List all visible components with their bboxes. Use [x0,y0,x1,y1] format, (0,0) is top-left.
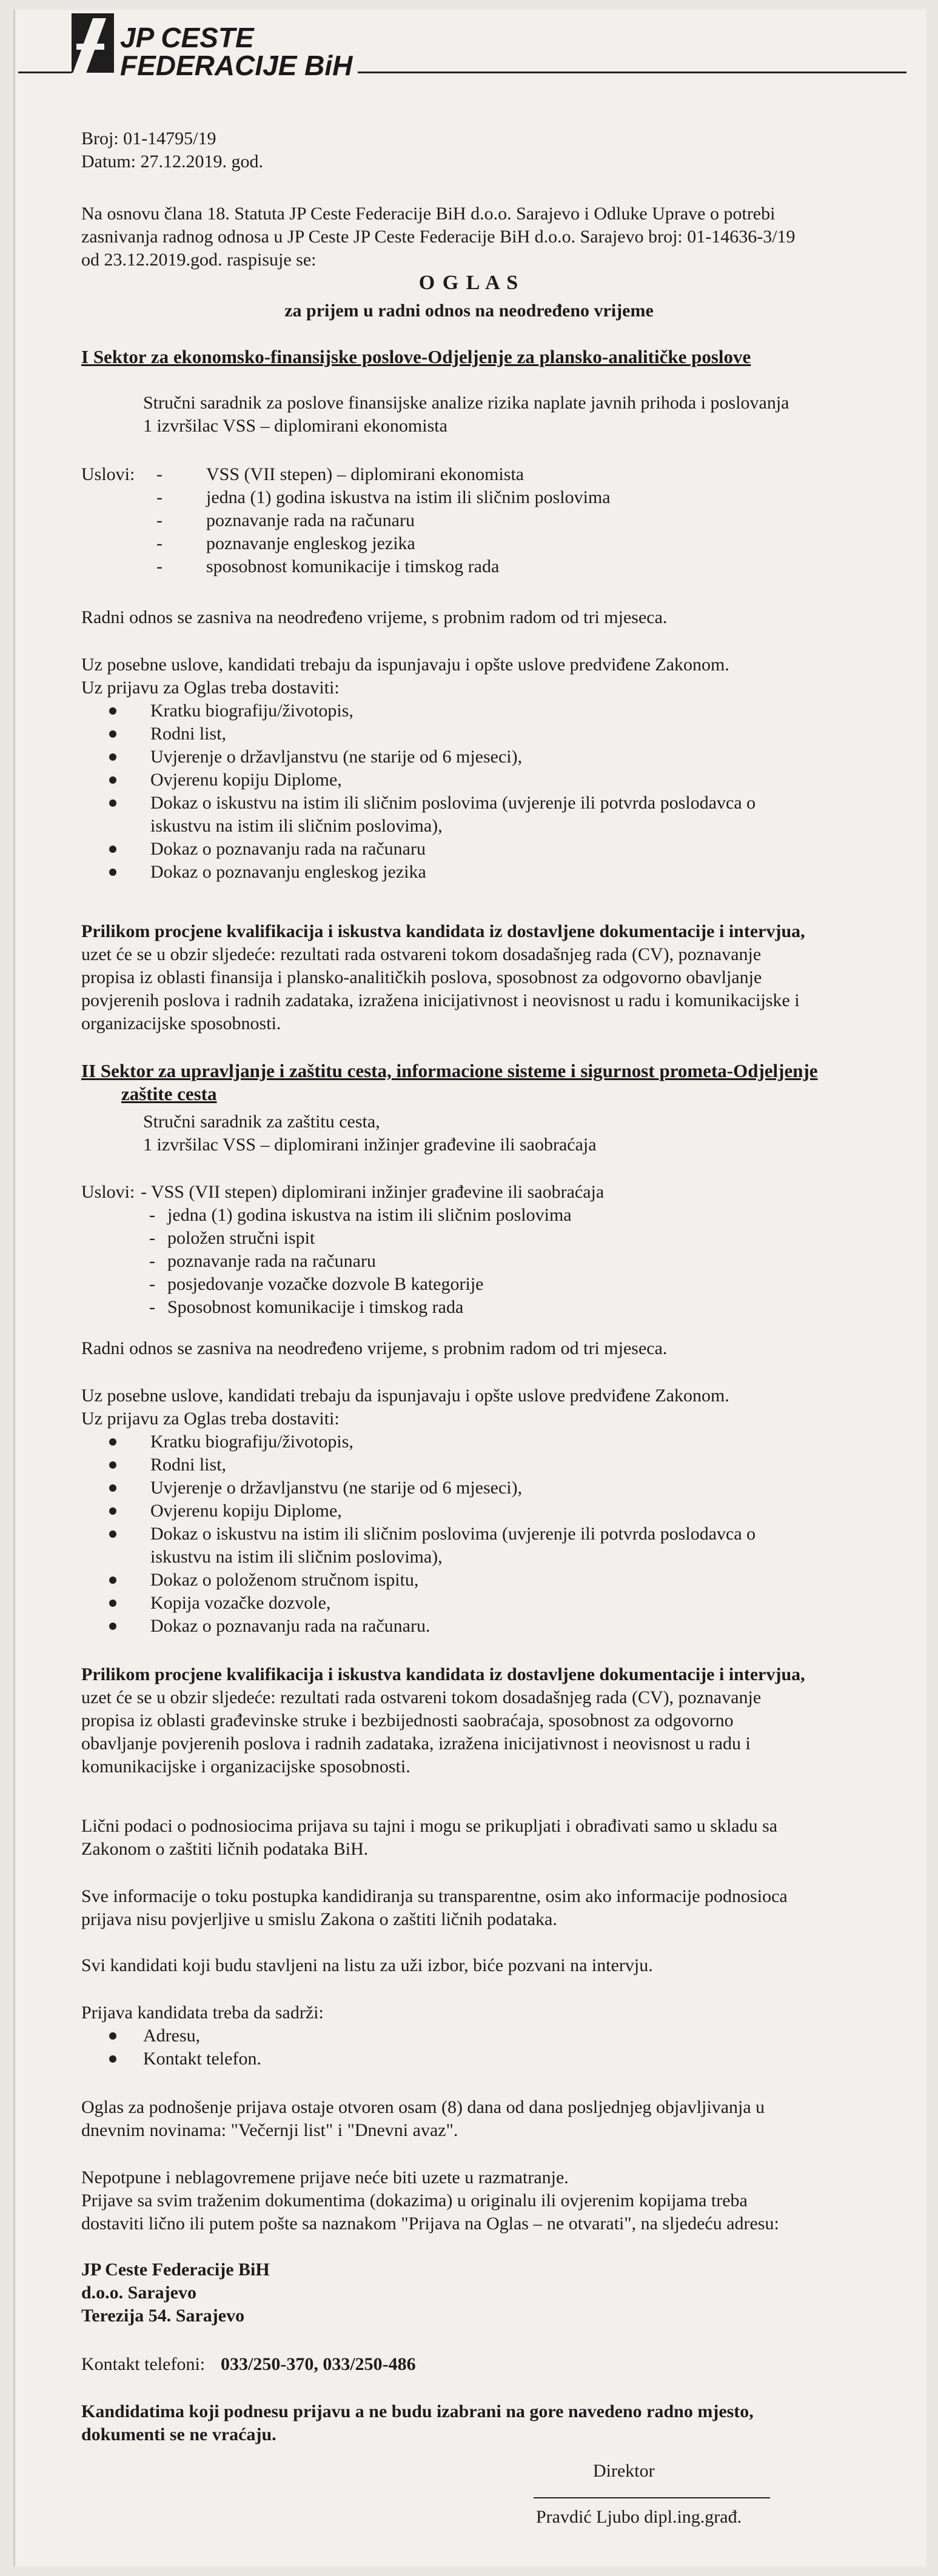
section-heading: II Sektor za upravljanje i zaštitu cesta, informacione sisteme i sigurnost prometa-Odjeljenje [81,1060,818,1081]
address-line: JP Ceste Federacije BiH [81,2260,270,2280]
contact-numbers: 033/250-370, 033/250-486 [221,2354,416,2374]
bullet-marker [109,1438,116,1446]
bullet-marker [109,1461,116,1469]
section-heading: I Sektor za ekonomsko-finansijske poslove-Odjeljenje za plansko-analitičke poslove [81,346,751,367]
document-item-continued: iskustvu na istim ili sličnim poslovima), [150,1547,443,1567]
document-date: Datum: 27.12.2019. god. [81,152,263,172]
director-title: Direktor [593,2461,655,2481]
uslovi-label: Uslovi: [81,464,135,484]
bullet-marker [109,869,116,876]
condition-item: poznavanje engleskog jezika [206,533,415,553]
address-line: d.o.o. Sarajevo [81,2283,196,2303]
interview-note: Svi kandidati koji budu stavljeni na listu za uži izbor, biće pozvani na intervju. [81,1955,653,1975]
employment-note: Radni odnos se zasniva na neodređeno vrijeme, s probnim radom od tri mjeseca. [81,1338,668,1358]
document-item: Ovjerenu kopiju Diplome, [150,770,342,790]
document-item: Kopija vozačke dozvole, [150,1593,331,1613]
condition-item: posjedovanje vozačke dozvole B kategorije [167,1274,484,1294]
employment-note: Radni odnos se zasniva na neodređeno vrijeme, s probnim radom od tri mjeseca. [81,607,668,627]
dash-marker: - [149,1297,155,1317]
document-item: Kratku biografiju/životopis, [150,1432,353,1452]
document-item: Uvjerenje o državljanstvu (ne starije od 6 mjeseci), [150,1478,523,1498]
address-line: Terezija 54. Sarajevo [81,2306,245,2326]
bullet-marker [109,753,116,761]
document-item: Kratku biografiju/životopis, [150,701,353,721]
bullet-marker [109,1600,116,1607]
logo-line2: FEDERACIJE BiH [120,50,353,81]
contact-label: Kontakt telefoni: [81,2354,206,2374]
document-item: Rodni list, [150,724,227,744]
submission-note: dostaviti lično ili putem pošte sa naznakom "Prijava na Oglas – ne otvarati", na sljedeću adresu: [81,2214,779,2234]
bullet-marker [109,1484,116,1492]
position-executor: 1 izvršilac VSS – diplomirani ekonomista [143,416,447,436]
bullet-marker [109,1623,116,1630]
deadline-note: dnevnim novinama: "Večernji list" i "Dnevni avaz". [81,2120,458,2140]
return-note: dokumenti se ne vraćaju. [81,2424,276,2444]
evaluation-line: organizacijske sposobnosti. [81,1013,281,1033]
bullet-marker [109,1507,116,1515]
bullet-marker [109,846,116,853]
dash-marker: - [156,510,162,530]
document-number: Broj: 01-14795/19 [81,128,216,148]
evaluation-line: Prilikom procjene kvalifikacija i iskustva kandidata iz dostavljene dokumentacije i intervjua, [81,1664,805,1684]
document-item: Ovjerenu kopiju Diplome, [150,1501,342,1521]
document-item: Uvjerenje o državljanstvu (ne starije od 6 mjeseci), [150,747,523,767]
document-item: Dokaz o poznavanju engleskog jezika [150,862,426,882]
page-title: O G L A S [418,272,520,294]
application-content-item: Adresu, [143,2026,201,2046]
dash-marker: - [156,464,162,484]
position-title: Stručni saradnik za poslove finansijske analize rizika naplate javnih prihoda i poslovanja [143,393,789,413]
dash-marker: - [156,533,162,553]
dash-marker: - [156,487,162,507]
evaluation-line: uzet će se u obzir sljedeće: rezultati rada ostvareni tokom dosadašnjeg rada (CV), poznavanje [81,944,762,964]
bullet-marker [109,776,116,784]
document-item-continued: iskustvu na istim ili sličnim poslovima), [150,816,443,836]
header-rule-left [18,72,72,73]
condition-item: položen stručni ispit [167,1228,315,1248]
position-executor: 1 izvršilac VSS – diplomirani inžinjer građevine ili saobraćaja [143,1135,597,1155]
dash-marker: - [156,556,162,576]
condition-item: jedna (1) godina iskustva na istim ili sličnim poslovima [167,1205,572,1225]
signature-line [534,2497,770,2498]
dash-marker: - [149,1205,155,1225]
condition-item: sposobnost komunikacije i timskog rada [206,556,500,576]
dash-marker: - [149,1228,155,1248]
document-item: Dokaz o iskustvu na istim ili sličnim poslovima (uvjerenje ili potvrda poslodavca o [150,1524,756,1544]
condition-item: Sposobnost komunikacije i timskog rada [167,1297,464,1317]
header-rule-right [358,72,906,73]
document-item: Dokaz o poznavanju rada na računaru. [150,1616,430,1636]
evaluation-line: obavljanje povjerenih poslova i radnih zadataka, izražena inicijativnost i neovisnost u radu i [81,1733,751,1753]
document-item: Dokaz o poznavanju rada na računaru [150,839,426,859]
evaluation-line: povjerenih poslova i radnih zadataka, izražena inicijativnost i neovisnost u radu i komunikacijske i [81,990,800,1010]
bullet-marker [109,1577,116,1584]
intro-line: od 23.12.2019.god. raspisuje se: [81,250,317,270]
document-item: Dokaz o iskustvu na istim ili sličnim poslovima (uvjerenje ili potvrda poslodavca o [150,793,756,813]
intro-line: zasnivanja radnog odnosa u JP Ceste JP Ceste Federacije BiH d.o.o. Sarajevo broj: 01-14636-3/19 [81,227,796,247]
bullet-marker [109,1530,116,1538]
evaluation-line: uzet će se u obzir sljedeće: rezultati rada ostvareni tokom dosadašnjeg rada (CV), poznavanje [81,1687,762,1707]
page-subtitle: za prijem u radni odnos na neodređeno vrijeme [284,301,654,321]
incomplete-note: Nepotpune i neblagovremene prijave neće biti uzete u razmatranje. [81,2167,569,2187]
logo-line1: JP CESTE [120,22,254,53]
privacy-note: Lični podaci o podnosiocima prijava su tajni i mogu se prikupljati i obrađivati samo u skladu sa [81,1816,778,1836]
intro-line: Na osnovu člana 18. Statuta JP Ceste Federacije BiH d.o.o. Sarajevo i Odluke Uprave o potrebi [81,204,776,224]
submission-note: Prijave sa svim traženim dokumentima (dokazima) u originalu ili ovjerenim kopijama treba [81,2191,748,2211]
bullet-marker [109,707,116,715]
bullet-marker [109,2032,116,2040]
condition-item: poznavanje rada na računaru [167,1251,376,1271]
general-conditions: Uz posebne uslove, kandidati trebaju da ispunjavaju i opšte uslove predviđene Zakonom. [81,655,729,675]
general-conditions: Uz posebne uslove, kandidati trebaju da ispunjavaju i opšte uslove predviđene Zakonom. [81,1386,729,1406]
bullet-marker [109,730,116,738]
company-logo-icon [72,13,114,73]
uslovi-label: Uslovi: [81,1182,135,1202]
application-contents-label: Prijava kandidata treba da sadrži: [81,2003,324,2023]
documents-intro: Uz prijavu za Oglas treba dostaviti: [81,678,340,698]
condition-item: jedna (1) godina iskustva na istim ili sličnim poslovima [206,487,611,507]
evaluation-line: propisa iz oblasti građevinske struke i bezbijednosti saobraćaja, sposobnost za odgovorno [81,1710,734,1730]
document-item: Rodni list, [150,1455,227,1475]
dash-marker: - [149,1274,155,1294]
transparency-note: Sve informacije o toku postupka kandidiranja su transparentne, osim ako informacije podnosioca [81,1886,788,1906]
evaluation-line: propisa iz oblasti finansija i plansko-analitičkih poslova, sposobnost za odgovorno obavljanje [81,967,762,987]
dash-marker: - [149,1251,155,1271]
bullet-marker [109,2055,116,2063]
section-heading-continued: zaštite cesta [121,1083,217,1104]
signature-name: Pravdić Ljubo dipl.ing.građ. [536,2507,742,2527]
deadline-note: Oglas za podnošenje prijava ostaje otvoren osam (8) dana od dana posljednjeg objavljivanja u [81,2097,765,2117]
privacy-note: Zakonom o zaštiti ličnih podataka BiH. [81,1839,369,1859]
documents-intro: Uz prijavu za Oglas treba dostaviti: [81,1409,340,1429]
application-content-item: Kontakt telefon. [143,2049,261,2069]
evaluation-line: Prilikom procjene kvalifikacija i iskustva kandidata iz dostavljene dokumentacije i intervjua, [81,921,805,941]
document-item: Dokaz o položenom stručnom ispitu, [150,1570,419,1590]
condition-item: - VSS (VII stepen) diplomirani inžinjer građevine ili saobraćaja [141,1182,605,1202]
transparency-note: prijava nisu povjerljive u smislu Zakona o zaštiti ličnih podataka. [81,1909,557,1929]
bullet-marker [109,799,116,807]
evaluation-line: komunikacijske i organizacijske sposobnosti. [81,1757,410,1777]
return-note: Kandidatima koji podnesu prijavu a ne budu izabrani na gore navedeno radno mjesto, [81,2401,754,2421]
position-title: Stručni saradnik za zaštitu cesta, [143,1112,380,1132]
condition-item: VSS (VII stepen) – diplomirani ekonomista [206,464,524,484]
condition-item: poznavanje rada na računaru [206,510,415,530]
